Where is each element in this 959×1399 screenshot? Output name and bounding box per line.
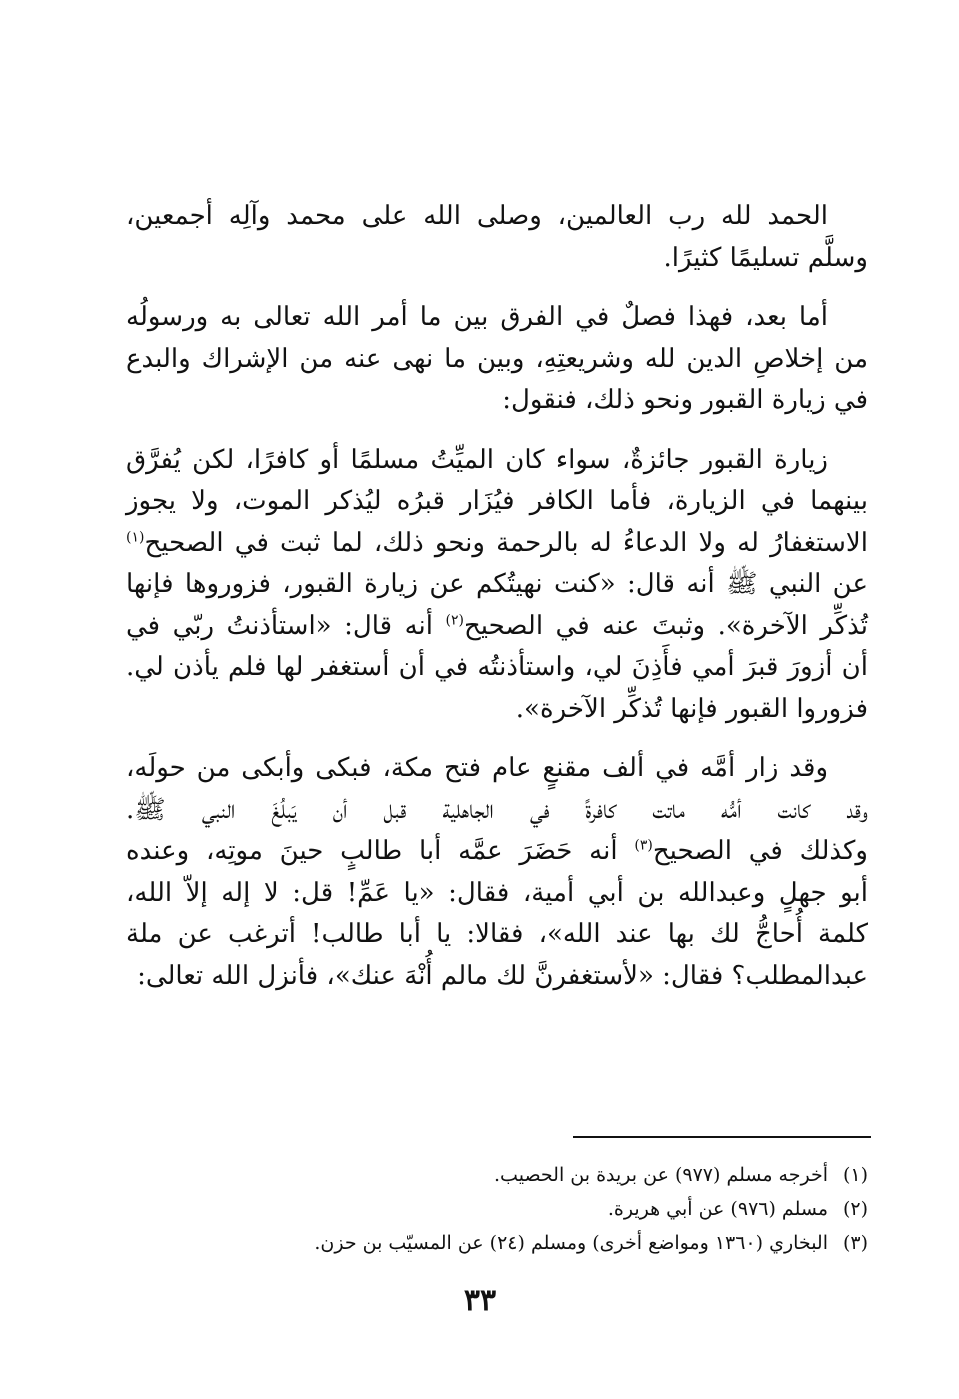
- text-line: وسلَّم تسليمًا كثيرًا.: [663, 242, 868, 273]
- text-segment: الاستغفارُ له ولا الدعاءُ له بالرحمة ونحو ذلك، لما ثبت في الصحيح: [144, 527, 868, 558]
- footnote-1: [126, 1158, 868, 1192]
- footnote-number: (٢): [842, 1198, 868, 1220]
- text-line: وقد زار أمَّه في ألف مقنعٍ عام فتح مكة، فبكى وأبكى من حولَه،: [126, 753, 828, 783]
- footnote-separator: [573, 1136, 871, 1138]
- footnote-ref-3: (٣): [634, 837, 653, 854]
- paragraph-grave-visiting: [126, 440, 868, 731]
- footnote-text: مسلم (٩٧٦) عن أبي هريرة.: [607, 1198, 828, 1220]
- text-line: كلمة أُحاجُّ لك بها عند الله»، فقالا: يا أبا طالب! أترغب عن ملة: [126, 919, 868, 949]
- text-line-with-footnote: [126, 831, 868, 873]
- footnote-number: (٣): [842, 1232, 868, 1254]
- text-line: فزوروا القبور فإنها تُذكِّر الآخرة».: [515, 693, 868, 724]
- text-line: من إخلاصِ الدين لله وشريعتِهِ، وبين ما نهى عنه من الإشراك والبدع: [126, 343, 868, 374]
- page-number: ٣٣: [463, 1283, 497, 1318]
- text-line-with-footnote: [126, 606, 868, 648]
- footnote-ref-1: (١): [126, 528, 145, 545]
- text-line: وقد كانت أمُّه ماتت كافرةً في الجاهلية قبل أن يَبلُغَ النبي ﷺ.: [126, 794, 868, 825]
- footnote-ref-2: (٢): [445, 611, 464, 628]
- paragraph-mother-visit: [126, 748, 868, 997]
- paragraph-introduction: [126, 297, 868, 422]
- text-line-with-footnote: [126, 523, 868, 565]
- text-segment: وكذلك في الصحيح: [652, 836, 868, 866]
- footnote-3: [126, 1226, 868, 1260]
- footnote-text: أخرجه مسلم (٩٧٧) عن بريدة بن الحصيب.: [494, 1164, 828, 1186]
- text-line: عبدالمطلب؟ فقال: «لأستغفرنَّ لك مالم أُنْهَ عنك»، فأنزل الله تعالى:: [137, 960, 868, 991]
- text-segment: تُذكِّر الآخرة». وثبتَ عنه في الصحيح: [463, 610, 868, 641]
- footnotes: [126, 1158, 868, 1260]
- text-line: أما بعد، فهذا فصلٌ في الفرق بين ما أمر الله تعالى به ورسولُه: [126, 302, 828, 332]
- text-line: الحمد لله رب العالمين، وصلى الله على محمد وآلِه أجمعين،: [126, 201, 828, 231]
- text-line: أن أزورَ قبرَ أمي فأَذِنَ لي، واستأذنتُه في أن أستغفر لها فلم يأذن لي.: [126, 652, 868, 682]
- text-line: زيارة القبور جائزةٌ، سواء كان الميِّتُ مسلمًا أو كافرًا، لكن يُفرَّق: [126, 444, 828, 475]
- text-line: بينهما في الزيارة، فأما الكافر فيُزَار قبرُه ليُذكر الموت، ولا يجوز: [126, 486, 868, 516]
- paragraph-opening: [126, 196, 868, 279]
- footnote-2: [126, 1192, 868, 1226]
- text-segment: أنه حَضَرَ عمَّه أبا طالبٍ حينَ موتِه، وعنده: [126, 836, 618, 866]
- text-line: في زيارة القبور ونحو ذلك، فنقول:: [502, 385, 868, 415]
- text-segment: أنه قال: «استأذنتُ ربّي في: [126, 610, 433, 641]
- text-line: عن النبي ﷺ أنه قال: «كنت نهيتُكم عن زيارة القبور، فزوروها فإنها: [126, 569, 868, 599]
- footnote-text: البخاري (١٣٦٠ ومواضع أخرى) ومسلم (٢٤) عن المسيّب بن حزن.: [314, 1232, 828, 1254]
- text-line: أبو جهلٍ وعبدالله بن أبي أمية، فقال: «يا عَمِّ! قل: لا إله إلاّ الله،: [126, 877, 868, 908]
- page-body: [126, 196, 868, 1015]
- footnote-number: (١): [842, 1164, 868, 1186]
